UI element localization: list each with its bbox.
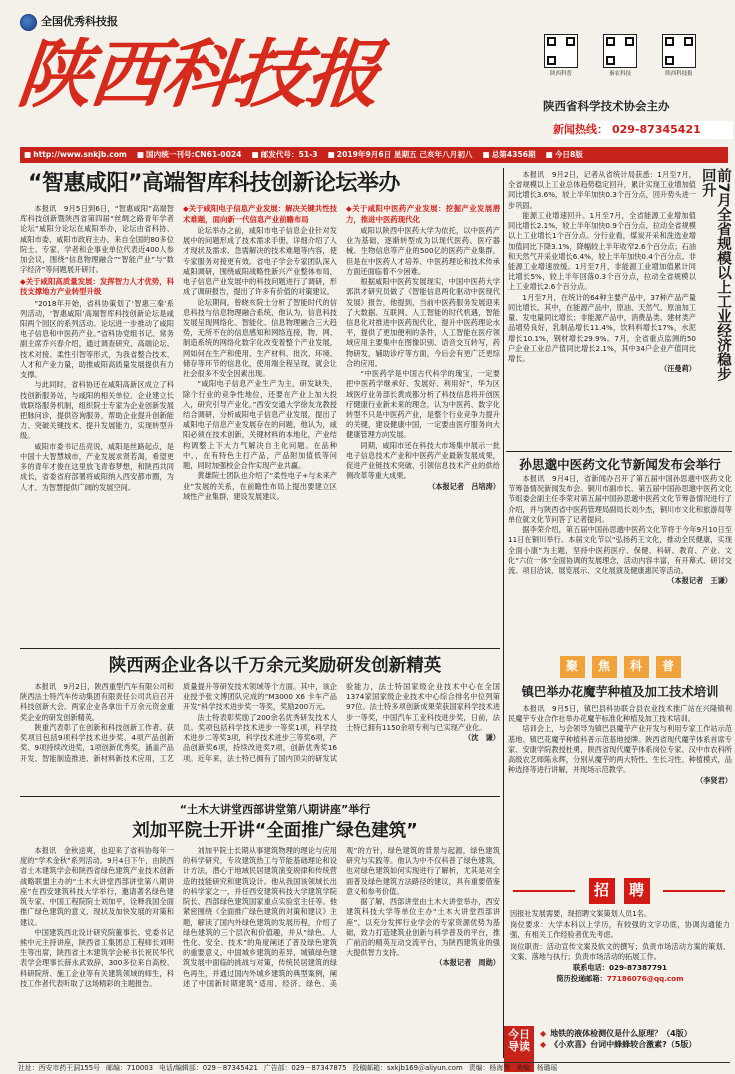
focus-tag — [510, 656, 730, 680]
article3-byline: （本报记者 周勋） — [435, 958, 500, 968]
article1-paragraph: “咸阳电子信息产业生产为主，研发缺失，除个行业的竞争性地位，还要在产业上加大投入，研究引导产业化。”西安交通大学徐友龙教授结合调研，分析咸阳电子信息产业发展，提出了咸阳电子信息产业发展存在的问题，他认为，咸阳必须在技术创新，关键材料的本地化，产业结构调整上下大力气解决自主化问题。在品种中，，在有特色主打产品，产品附加值低等问题，同时加强校企合作实现产业共赢。 — [183, 379, 337, 471]
article1-subhead: ◆关于咸阳高质量发展：发挥智力人才优势，科技支撑地方产业转型升级 — [20, 276, 174, 297]
article1-paragraph: 论坛举办之前，咸阳市电子信息企业针对发展中的问题形成了技术需求手册，详细介绍了人才现状及需求、急需解决的技术难题等内容，使专家服务对接更有效。省电子学会专家团队深入咸阳调研，围绕咸阳战略性新兴产业整体布局，电子信息产业发展中的科技问题进行了调研，形成了调研报告，提出了许多有价值的对策建议。 — [183, 226, 337, 297]
recruit-email-label: 简历投递邮箱： — [556, 974, 607, 984]
article1-paragraph: 与此同时，省科协还在咸阳高新区成立了科技创新服务站，与咸阳的相关单位、企业建立长效联络服务机制，组织院士专家为企业创新发展把脉问诊，提供咨询服务，帮助企业提升创新能力、突破关键技术、提升发展能力，实现转型升级。 — [20, 380, 174, 441]
article1-paragraph: 咸阳市委书记岳亮说，咸阳是丝路起点，是中国十大智慧城市，产业发展求贤若渴，希望更多的青年才俊在这里放飞青春梦想，和陕西共同成长，省委省府部署将咸阳纳入西安都市圈，为人才、为智慧提供广阔的发展空间。 — [20, 441, 174, 492]
recruit-email-address[interactable]: 77186076@qq.com — [606, 974, 684, 984]
issue-info-bar — [20, 147, 728, 163]
footer-phone: 电话/编辑部：029－87345421 — [159, 1064, 258, 1072]
recruit-phone — [510, 963, 730, 973]
recruit-phone-number: 029-87387791 — [608, 963, 667, 973]
qr-code — [662, 34, 696, 68]
article4-lead: 本报讯 9月2日，记者从省统计局获悉：1月至7月，全省规模以上工业总体趋势稳定回升，累计实现工业增加值同比增长3.6%，较上半年加快0.3个百分点，回升势头进一步巩固。 — [508, 170, 696, 210]
article3-paragraph: 刘加平院士长期从事建筑物理的理论与应用的科学研究，专攻建筑热工与节能基础理论和设计方法，潜心于地域民居建筑演变规律和传统营造的技能研究和建筑设计。他从我国该领域长出的科学家之一，并任西安建筑科技大学建筑学院院长、西部绿色建筑国家重点实验室主任等。他紧密围绕《全面推广绿色建筑的对策和建议》主题，解读了国内外绿色建筑的发展历程，介绍了绿色建筑的三个层次和价值趣，并从“绿色、人性化、安全、技术”的角度阐述了普及绿色建筑的重要意义，中国城乡建筑的差异，城镇绿色建筑发展中面临的挑战与对策，传统民居建筑的绿色再生，并通过国内外城乡建筑的典型案例，阐述了中国新时期建筑“适用、经济、绿色、美观”的方针，绿色建筑的背景与起源，绿色建筑研究与实践等。他认为中不仅科普了绿色建筑，也对绿色建筑如何实现进行了解析，尤其是对全面普及绿色建筑方法路径的建议，具有重要借鉴意义和参考价值。 — [183, 846, 500, 988]
article6-body — [508, 704, 732, 872]
article4-paragraph: 1月至7月，在统计的64种主要产品中，37种产品产量同比增长。其中，在能源产品中，原油、天然气、原油加工量、发电量同比增长；非能源产品中，消费品类、建材类产品增势良好，乳制品增长11.4%，饮料料增长17%，水泥增长10.1%，钢材增长29.9%。7月，全省重点监测的50户企业工业总产值同比增长2.1%，其中34户企业产值同比增长。 — [508, 292, 696, 363]
article1-paragraph: “中医药学是中国古代科学的瑰宝，一定要把中医药学继承好、发展好、利用好”，华为区域医疗业务部长黄成都分析了科技信息将开创医疗健康行业新未来的理念，认为中医药、数字化转型不只是中医药产业，是整个行业竞争力提升的关键，建设健康中国，一定要由医疗服务向大健康管理方向发展。 — [346, 369, 500, 440]
recruit-email — [510, 974, 730, 984]
divider — [663, 890, 725, 892]
article1-subhead: ◆关于咸阳电子信息产业发展：解决关键共性技术难题，面向新一代信息产业前瞻布局 — [183, 204, 337, 224]
article1-byline: （本报记者 吕培涛） — [428, 481, 500, 491]
article1-body — [20, 204, 500, 644]
article1-paragraph: “2018年开始，省科协策划了‘智惠三秦’系列活动，‘智惠咸阳’高端智库科技创新论坛是咸阳两个园区的系列活动。论坛进一步推动了咸阳电子信息和中医药产业。”省科协党组书记、常务副主席乔兴春介绍，通过调查研究、高端论坛、技术对接、柔性引智等形式，为我省整合技术、人才和产业力量，助推咸阳高质量发展提供有力支撑。 — [20, 298, 174, 380]
article3-kicker: “土木大讲堂西部讲堂第八期讲座”举行 — [179, 803, 371, 816]
article2-headline: 陕西两企业各以千万余元奖励研发创新精英 — [108, 656, 442, 676]
article4-headline: 前7月全省规模以上工业经济稳步回升 — [699, 168, 731, 382]
article5-headline: 孙思邈中医药文化节新闻发布会举行 — [519, 457, 721, 472]
footer-ad-phone: 广告部：029－87347875 — [263, 1064, 347, 1072]
masthead-title: 陕西科技报 — [13, 32, 383, 119]
article6-byline: （李贤君） — [696, 775, 732, 785]
recruit-tag-char: 聘 — [624, 878, 650, 904]
sponsor-line: 陕西省科学技术协会主办 — [543, 99, 670, 113]
recruit-intro: 因报社发展需要，现招聘文案策划人员1名。 — [510, 909, 652, 918]
today-item[interactable] — [540, 1028, 733, 1039]
column-divider — [503, 168, 504, 1058]
article3-paragraph: 据了解，西部讲堂由土木大讲堂举办，西安建筑科技大学等单位主办“土木大讲堂西部讲座”，以充分发挥行业学会的专家资源优势为基础，致力打造建筑业创新与科学普及的平台，推广前沿的精英互动交流平台，为陕西建筑业的强大提供智力支持。 — [346, 897, 500, 958]
footer-address: 社址：西安市药王洞155号 — [18, 1064, 101, 1072]
today-item[interactable] — [540, 1039, 733, 1050]
article1-headline: “智惠咸阳”高端智库科技创新论坛举办 — [28, 171, 400, 196]
article3-body — [20, 846, 500, 1058]
article5-lead: 本报讯 9月4日，省新闻办召开了第五届中国孙思邈中医药文化节筹备情况新闻发布会。铜川市副市长、第五届中国孙思邈中医药文化节组委会副主任李荣对第五届中国孙思邈中医药文化节筹备情况进行了介绍，并与陕西省中医药管理局副局长刘少杰，铜川市文化和旅游局等单位就文化节问答了记者提问。 — [508, 474, 732, 524]
issue-date: ■ 2019年9月6日 星期五 己亥年八月初八 — [324, 150, 479, 161]
qr-label: 陕西科普 — [549, 71, 572, 77]
article4-paragraph: 能源工业增速回升。1月至7月，全省能源工业增加值同比增长2.1%，较上半年加快0.9个百分点，拉动全省规模以上工业增长1个百分点。分行业看，煤炭开采和洗选业增加值同比下降3.1%，降幅较上半年收窄2.6个百分点；石油和天然气开采业增长6.4%，较上半年加快0.4个百分点。非能源工业增速放缓。1月至7月，非能源工业增加值累计同比增长5%，较上半年回落0.3个百分点，拉动全省规模以上工业增长2.6个百分点。 — [508, 210, 696, 292]
article6-lead: 本报讯 9月5日，镇巴县科协联合县农业技术推广站在兴隆镇利民魔芋专业合作社举办花魔芋标准化种植及加工技术培训。 — [508, 704, 732, 724]
divider — [20, 796, 500, 797]
issue-number: ■ 总第4356期 — [479, 150, 542, 161]
hotline-number: 029-87345421 — [612, 123, 701, 137]
article1-lead: 本报讯 9月5日到6日，“智惠咸阳”高端智库科技创新暨陕西省第四届“丝绸之路青年学者论坛”咸阳分论坛在咸阳举办，论坛由省科协、咸阳市委、咸阳市政府主办，来自全国的80多位院士、专家、学者和企事业单位代表近400人参加会议，围绕“信息物理融合”“智能产业”与“数字经济”等问题展开研讨。 — [20, 204, 174, 275]
footer-postcode: 邮编：710003 — [106, 1064, 154, 1072]
article4-body — [508, 170, 696, 432]
article5-paragraph: 据李荣介绍，第五届中国孙思邈中医药文化节将于今年9月10日至11日在铜川举行。本届文化节以“弘扬药王文化，推动全民健康，实现全面小康”为主题，坚持中医药医疗、保健、科研、教育、产业、文化“六位一体”全面协调的发展理念，活动内容丰富，有开幕式、研讨交流、项目洽谈、展览展示、文化展演及健康惠民等活动。 — [508, 525, 732, 575]
article1-paragraph: 论坛期间，曾晓亥院士分析了智能时代的信息科技与信息物理融合系统，他认为，信息科技发展呈现网络化、智能化、信息物理融合三大趋势，无所不在的信息感知和网络连接，物、网、制造系统的网络化数字化改变着整个产业发展，网如何在生产和使用、生产材料、批次、环境、储存等环节的信息化，使用端全程呈现，就会让社会很多不安全因素出现。 — [183, 297, 337, 379]
footer-designer: 美编：杨璐瑶 — [516, 1064, 558, 1072]
hotline-label: 新闻热线： — [553, 123, 608, 137]
article1-subhead: ◆关于咸阳中医药产业发展：挖掘产业发展潜力，推进中医药现代化 — [346, 204, 500, 224]
article2-paragraph: 陕重汽表彰了在创新和科技创新工作者。获奖项目包括9项科学技术进步奖、4项产品创新奖、9项持续改进奖，1项创新优秀奖，涵盖产品开发、智能制造推进、新材料新技术应用，工艺质量提升等研发技术领域等个方面。其中，该企业授予张文博团队完成的“M3000 X6 卡车产品开发”科学技术进步奖一等奖，奖励200万元。 — [20, 682, 337, 763]
article2-paragraph: 法士特表彰奖励了200余名优秀研发技术人员。奖项包括科学技术进步一等奖1项，科学技术进步二等奖3项，科学技术进步三等奖6项，产品创新奖6项，持续改进奖7项，创新优秀奖16项。近年来，法士特已拥有了国内顶尖的研发试验能力，法士特国家级企业技术中心在全国1374家国家级企业技术中心综合排名中位列第97位。法士特多项创新成果荣获国家科学技术进步一等奖，中国汽车工业科技进步奖，日前，法士特已拥有1150余项专利与已实现产业化。 — [183, 682, 500, 763]
page-count: ■ 今日8版 — [542, 150, 589, 161]
article1-paragraph: 根据咸阳中医药发展现实，中国中医药大学郭洪才研究员做了《智能信息两化驱动中医现代发展》报告，他提到，当前中医药服务发展迎来了大数据、互联网、人工智能的时代机遇，智能信息化对推进中医药现代化，提升中医药理论水平，提供了更加便利的条件，人工智能在医疗领域应用主要集中在图像识别、语音交互转写，药物研发，辅助诊疗等方面，今后会有更广泛更综合的应用。 — [346, 277, 500, 368]
article1-paragraph: 黄雄院士团队也介绍了“柔性电子+与未来产业”发展的关系，在前瞻性布局上提出要建立区域性产业集群，建设发展建议。 — [183, 471, 337, 501]
article2-body — [20, 682, 500, 790]
article5-body — [508, 474, 732, 646]
recruit-tag-char: 招 — [589, 878, 615, 904]
article2-lead: 本报讯 9月2日，陕西重型汽车有限公司和陕西法士特汽车传动集团有限责任公司共启召开科技创新大会。两家企业各拿出千万余元资金重奖企业的研发创新精英。 — [20, 682, 174, 722]
recruit-tag — [505, 877, 733, 905]
issn: ■ 国内统一刊号:CN61-0024 — [133, 150, 248, 161]
article1-paragraph: 咸阳以陕西中医药大学为依托，以中医药产业为基础，逐渐转型成为以现代医药、医疗器械、生物信息等产业的500亿的医药产业集群，但是在中医药人才培养、中医药理论和技术传承方面还面临着不少困难。 — [346, 226, 500, 276]
divider — [506, 451, 732, 452]
qr-label: 陕西科技报 — [665, 71, 693, 77]
footer — [18, 1062, 730, 1074]
article6-paragraph: 培训会上，与会领导为镇巴县魔芋产业开发与利用专家工作站示范基地、镇巴花魔芋种植科普示范基地授牌。陕西省现代魔芋体系首席专家、安康学院教授杜勇，陕西省现代魔芋体系岗位专家、汉中市农科所高级农艺师陈永辉，分别从魔芋的两大特性、生长习性、种植模式，品种选择等进行讲解，并现场示范教学。 — [508, 724, 732, 775]
focus-tag-char: 聚 — [560, 656, 585, 678]
recruit-requirements: 岗位要求：大学本科以上学历，有较强的文字功底，协调沟通能力强，有相关工作经验者优先考虑。 — [510, 920, 730, 940]
qr-label: 秦农科技 — [608, 71, 631, 77]
focus-tag-char: 科 — [624, 656, 649, 678]
divider — [513, 890, 575, 892]
article1-paragraph: 同期，咸阳市还在科技大市场集中展示一批电子信息技术产业和中医药产业最新发展成果，促进产业链技术突破、引领信息技术产业的供给侧改革等重大成果。 — [346, 440, 500, 481]
news-hotline — [553, 121, 733, 139]
focus-tag-char: 焦 — [592, 656, 617, 678]
today-item-text: ◆ 《小欢喜》台词中蜂蜂较合激素?（5版） — [550, 1040, 697, 1050]
badge-text: 全国优秀科技报 — [41, 15, 118, 29]
divider — [20, 648, 500, 649]
article3-headline: 刘加平院士开讲“全面推广绿色建筑” — [132, 821, 418, 841]
footer-editor: 责编：杨海琴 — [468, 1064, 511, 1072]
article4-byline: （汪曼莉） — [660, 364, 696, 374]
article3-paragraph: 中国建筑西北设计研究院董事长、党委书记熊中元主持讲座，陕西省工集团总工程师长刘明生等出席，陕西省土木建筑学会秘书长祝民华代表学会理事长薛永武致辞，300多位来自高校、科研院所、施工企业等有关建筑领域的师生，科技工作者代表听取了这场精彩的主题报告。 — [20, 927, 174, 988]
article6-headline: 镇巴举办花魔芋种植及加工技术培训 — [521, 685, 719, 699]
article2-byline: （沈 谦） — [464, 733, 500, 743]
article3-lead: 本报讯 金秋送爽，也迎来了省科协每年一度的“学术金秋”系列活动。9月4日下午，由陕西省土木建筑学会和陕西省绿色建筑产业技术创新战略联盟主办的“土木大讲堂西部讲堂第八期讲座”在西安建筑科技大学举行，邀请著名绿色建筑专家、中国工程院院士刘加平，诠释我国全面推广绿色建筑的意义、现状及加快发展的对策和建议。 — [20, 846, 174, 927]
footer-email[interactable]: 投稿邮箱：sxkjb169＠aliyun.com — [352, 1064, 463, 1072]
today-guide-label: 今日导读 — [504, 1026, 534, 1072]
site-url[interactable]: ■ http://www.snkjb.com — [20, 150, 133, 161]
recruit-phone-label: 联系电话： — [573, 963, 609, 973]
recruit-duties: 岗位职责：活动宣传文案及软文的撰写；负责市场活动方案的策划、文案、落地与执行；负责市场活动的拓展工作。 — [510, 941, 730, 961]
today-guide — [540, 1028, 733, 1051]
postal-code: ■ 邮发代号：51-3 — [247, 150, 323, 161]
focus-tag-char: 普 — [656, 656, 681, 678]
article5-byline: （本报记者 王谦） — [667, 576, 732, 586]
qr-code — [603, 34, 637, 68]
today-item-text: ◆ 地铁的液体检测仪是什么原理？（4版） — [550, 1029, 692, 1038]
qr-code — [544, 34, 578, 68]
recruit-body — [510, 909, 730, 1021]
